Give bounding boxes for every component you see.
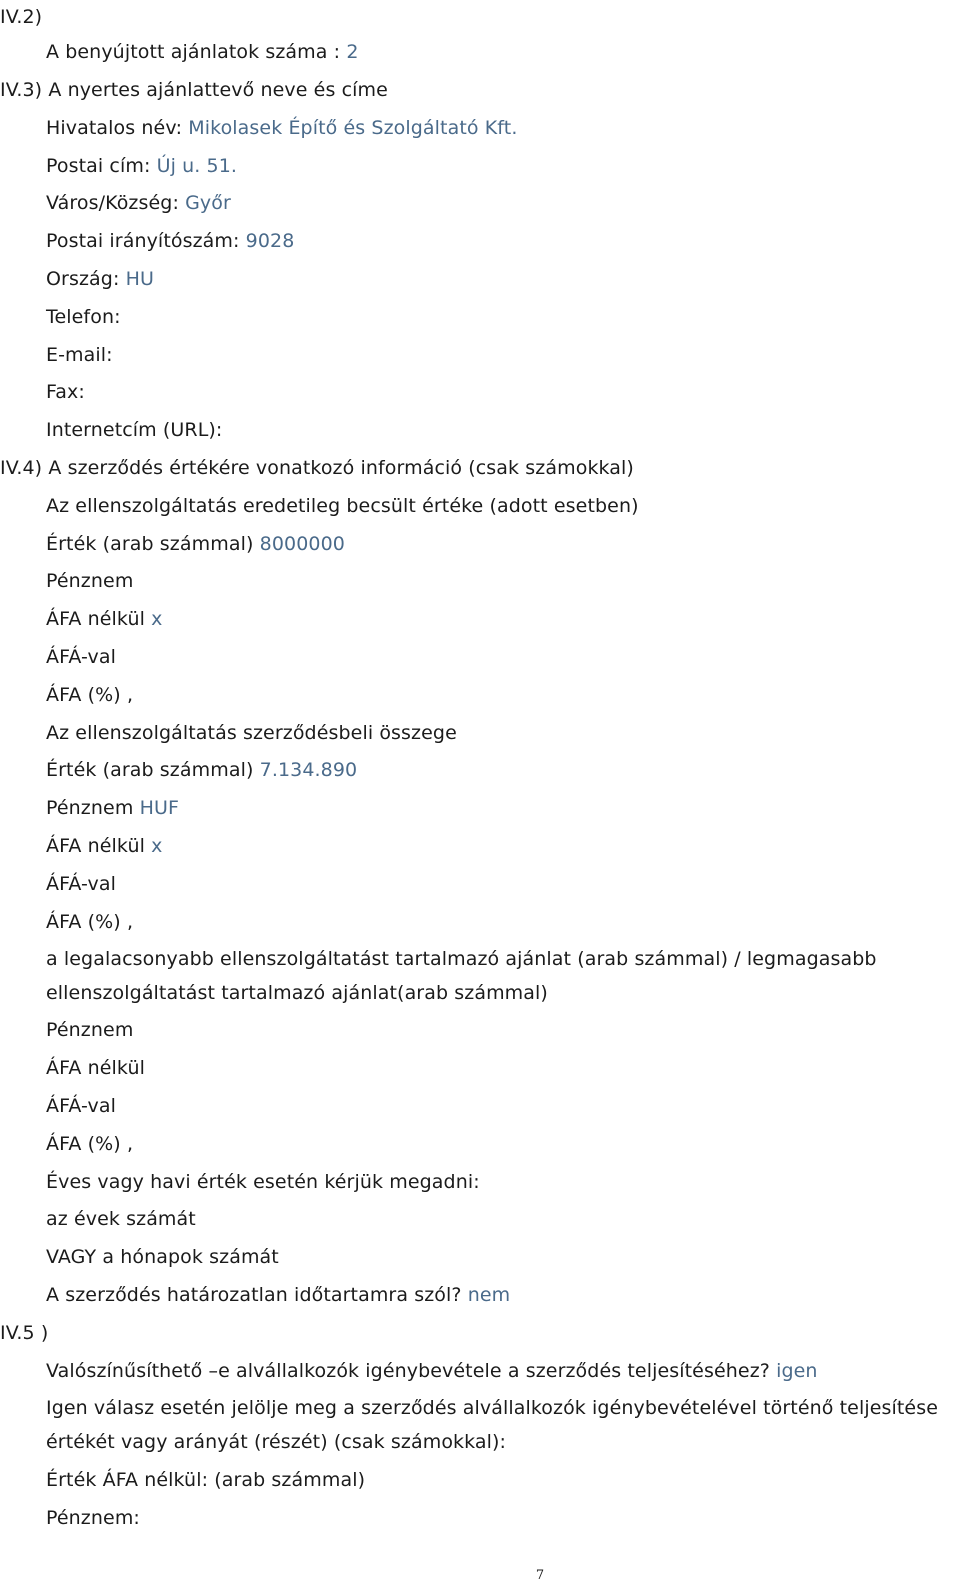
estimated-vat-percent-row: ÁFA (%) , bbox=[46, 684, 134, 706]
postal-code-row: Postai irányítószám: 9028 bbox=[46, 230, 295, 252]
section-iv3-heading: IV.3) A nyertes ajánlattevő neve és címe bbox=[0, 79, 388, 101]
page-number: 7 bbox=[535, 1568, 545, 1583]
contract-currency-row: Pénznem HUF bbox=[46, 797, 180, 819]
estimated-value-amount: 8000000 bbox=[259, 533, 345, 555]
offer-vat-percent-row: ÁFA (%) , bbox=[46, 1133, 134, 1155]
section-iv4-heading: IV.4) A szerződés értékére vonatkozó információ (csak számokkal) bbox=[0, 457, 634, 479]
subcontract-share-heading: Igen válasz esetén jelölje meg a szerződés alvállalkozók igénybevételével történő teljesítése bbox=[46, 1397, 939, 1419]
contract-value-row: Érték (arab számmal) 7.134.890 bbox=[46, 759, 358, 781]
estimated-without-vat-mark: x bbox=[151, 608, 163, 630]
fax-row: Fax: bbox=[46, 381, 85, 403]
estimated-without-vat-row: ÁFA nélkül x bbox=[46, 608, 163, 630]
phone-row: Telefon: bbox=[46, 306, 121, 328]
estimated-currency-row: Pénznem bbox=[46, 570, 134, 592]
contract-value-heading: Az ellenszolgáltatás szerződésbeli összege bbox=[46, 722, 457, 744]
subcontractors-value: igen bbox=[776, 1360, 818, 1382]
lowest-highest-offer-heading-cont: ellenszolgáltatást tartalmazó ajánlat(arab számmal) bbox=[46, 982, 548, 1004]
estimated-with-vat-row: ÁFÁ-val bbox=[46, 646, 116, 668]
subcontract-value-row: Érték ÁFA nélkül: (arab számmal) bbox=[46, 1469, 366, 1491]
offer-without-vat-row: ÁFA nélkül bbox=[46, 1057, 145, 1079]
offer-currency-row: Pénznem bbox=[46, 1019, 134, 1041]
postal-address-value: Új u. 51. bbox=[156, 155, 238, 177]
contract-value-amount: 7.134.890 bbox=[259, 759, 358, 781]
contract-without-vat-row: ÁFA nélkül x bbox=[46, 835, 163, 857]
indefinite-duration-row: A szerződés határozatlan időtartamra szól? nem bbox=[46, 1284, 511, 1306]
email-row: E-mail: bbox=[46, 344, 113, 366]
url-row: Internetcím (URL): bbox=[46, 419, 223, 441]
contract-currency-value: HUF bbox=[139, 797, 180, 819]
subcontract-currency-row: Pénznem: bbox=[46, 1507, 140, 1529]
indefinite-duration-value: nem bbox=[467, 1284, 511, 1306]
estimated-value-heading: Az ellenszolgáltatás eredetileg becsült értéke (adott esetben) bbox=[46, 495, 639, 517]
years-count-row: az évek számát bbox=[46, 1208, 196, 1230]
contract-without-vat-mark: x bbox=[151, 835, 163, 857]
country-row: Ország: HU bbox=[46, 268, 154, 290]
postal-code-value: 9028 bbox=[245, 230, 295, 252]
contract-vat-percent-row: ÁFA (%) , bbox=[46, 911, 134, 933]
official-name-row: Hivatalos név: Mikolasek Építő és Szolgáltató Kft. bbox=[46, 117, 518, 139]
offer-with-vat-row: ÁFÁ-val bbox=[46, 1095, 116, 1117]
estimated-value-row: Érték (arab számmal) 8000000 bbox=[46, 533, 345, 555]
subcontractors-row: Valószínűsíthető –e alvállalkozók igénybevétele a szerződés teljesítéséhez? igen bbox=[46, 1360, 818, 1382]
postal-address-row: Postai cím: Új u. 51. bbox=[46, 155, 238, 177]
subcontract-share-heading-cont: értékét vagy arányát (részét) (csak számokkal): bbox=[46, 1431, 507, 1453]
contract-with-vat-row: ÁFÁ-val bbox=[46, 873, 116, 895]
city-row: Város/Község: Győr bbox=[46, 192, 231, 214]
official-name-value: Mikolasek Építő és Szolgáltató Kft. bbox=[188, 117, 518, 139]
city-value: Győr bbox=[185, 192, 231, 214]
annual-monthly-heading: Éves vagy havi érték esetén kérjük megadni: bbox=[46, 1171, 480, 1193]
offers-count-value: 2 bbox=[346, 41, 359, 63]
country-value: HU bbox=[125, 268, 154, 290]
lowest-highest-offer-heading: a legalacsonyabb ellenszolgáltatást tartalmazó ajánlat (arab számmal) / legmagasabb bbox=[46, 948, 877, 970]
section-iv2-heading: IV.2) bbox=[0, 6, 43, 28]
offers-count-row: A benyújtott ajánlatok száma : 2 bbox=[46, 41, 359, 63]
months-count-row: VAGY a hónapok számát bbox=[46, 1246, 279, 1268]
section-iv5-heading: IV.5 ) bbox=[0, 1322, 49, 1344]
